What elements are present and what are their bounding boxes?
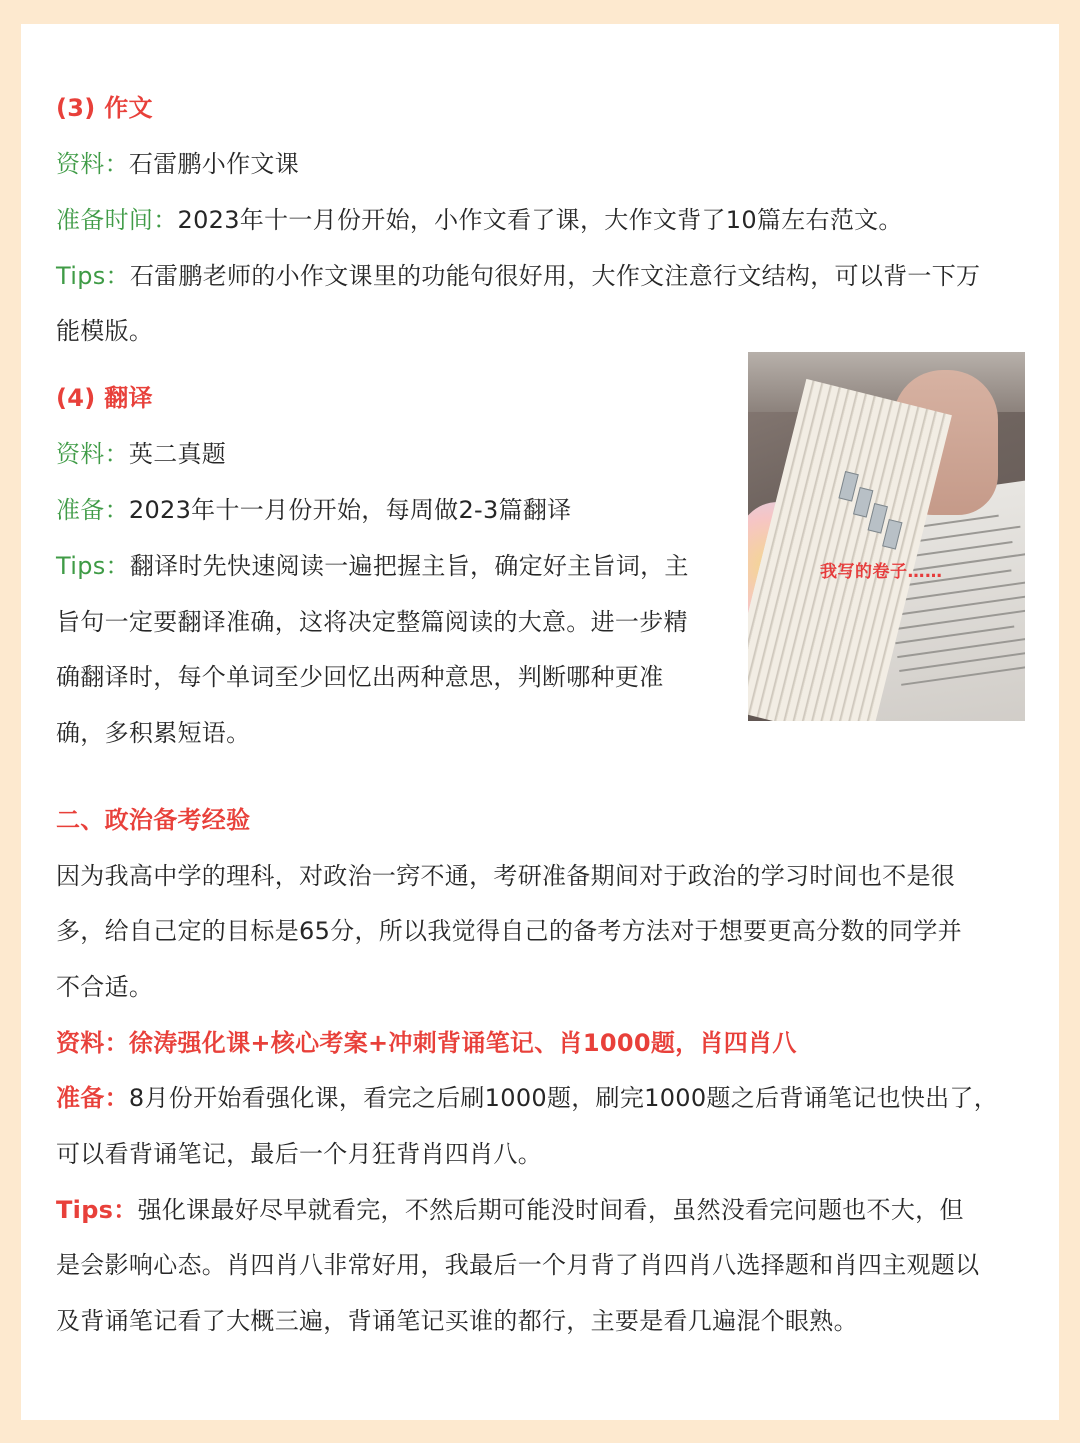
translation-material [56, 438, 226, 470]
politics-prep-label: 准备： [56, 1084, 129, 1112]
politics-prep [56, 1082, 998, 1114]
essay-prep [56, 204, 903, 236]
politics-intro-line1: 因为我高中学的理科，对政治一窍不通，考研准备期间对于政治的学习时间也不是很 [56, 862, 956, 890]
politics-tips [56, 1194, 964, 1226]
politics-prep-line2: 可以看背诵笔记，最后一个月狂背肖四肖八。 [56, 1140, 542, 1168]
translation-tips-line2: 旨句一定要翻译准确，这将决定整篇阅读的大意。进一步精 [56, 608, 688, 636]
politics-prep-text: 8月份开始看强化课，看完之后刷1000题，刷完1000题之后背诵笔记也快出了， [128, 1084, 999, 1112]
essay-tips-text: 石雷鹏老师的小作文课里的功能句很好用，大作文注意行文结构，可以背一下万 [129, 262, 981, 290]
translation-prep-label: 准备： [56, 496, 129, 524]
essay-heading: (3) 作文 [56, 94, 153, 122]
content-card [21, 24, 1059, 1420]
translation-prep-value: 2023年十一月份开始，每周做2-3篇翻译 [128, 496, 572, 524]
essay-prep-label: 准备时间： [56, 206, 178, 234]
translation-tips-text: 翻译时先快速阅读一遍把握主旨，确定好主旨词，主 [129, 552, 689, 580]
politics-tips-line2: 是会影响心态。肖四肖八非常好用，我最后一个月背了肖四肖八选择题和肖四主观题以 [56, 1251, 980, 1279]
politics-tips-text: 强化课最好尽早就看完，不然后期可能没时间看，虽然没看完问题也不大，但 [137, 1196, 964, 1224]
translation-material-value: 英二真题 [128, 440, 227, 468]
photo-caption: 我写的卷子…… [820, 562, 943, 582]
politics-heading: 二、政治备考经验 [56, 806, 251, 834]
politics-material: 资料：徐涛强化课+核心考案+冲刺背诵笔记、肖1000题，肖四肖八 [56, 1029, 797, 1057]
essay-prep-value: 2023年十一月份开始，小作文看了课，大作文背了10篇左右范文。 [177, 206, 903, 234]
exam-papers-photo [748, 352, 1025, 721]
essay-tips-continued: 能模版。 [56, 317, 154, 345]
translation-tips-line3: 确翻译时，每个单词至少回忆出两种意思，判断哪种更准 [56, 663, 664, 691]
translation-tips [56, 550, 689, 582]
politics-intro-line2: 多，给自己定的目标是65分，所以我觉得自己的备考方法对于想要更高分数的同学并 [56, 917, 962, 945]
essay-material [56, 148, 299, 180]
politics-tips-label: Tips： [56, 1196, 138, 1224]
essay-material-value: 石雷鹏小作文课 [128, 150, 300, 178]
translation-heading: (4) 翻译 [56, 384, 153, 412]
politics-intro-line3: 不合适。 [56, 973, 154, 1001]
translation-prep [56, 494, 571, 526]
translation-material-label: 资料： [56, 440, 129, 468]
translation-tips-line4: 确，多积累短语。 [56, 719, 251, 747]
politics-tips-line3: 及背诵笔记看了大概三遍，背诵笔记买谁的都行，主要是看几遍混个眼熟。 [56, 1307, 858, 1335]
translation-tips-label: Tips： [56, 552, 130, 580]
essay-tips [56, 260, 980, 292]
essay-tips-label: Tips： [56, 262, 130, 290]
essay-material-label: 资料： [56, 150, 129, 178]
